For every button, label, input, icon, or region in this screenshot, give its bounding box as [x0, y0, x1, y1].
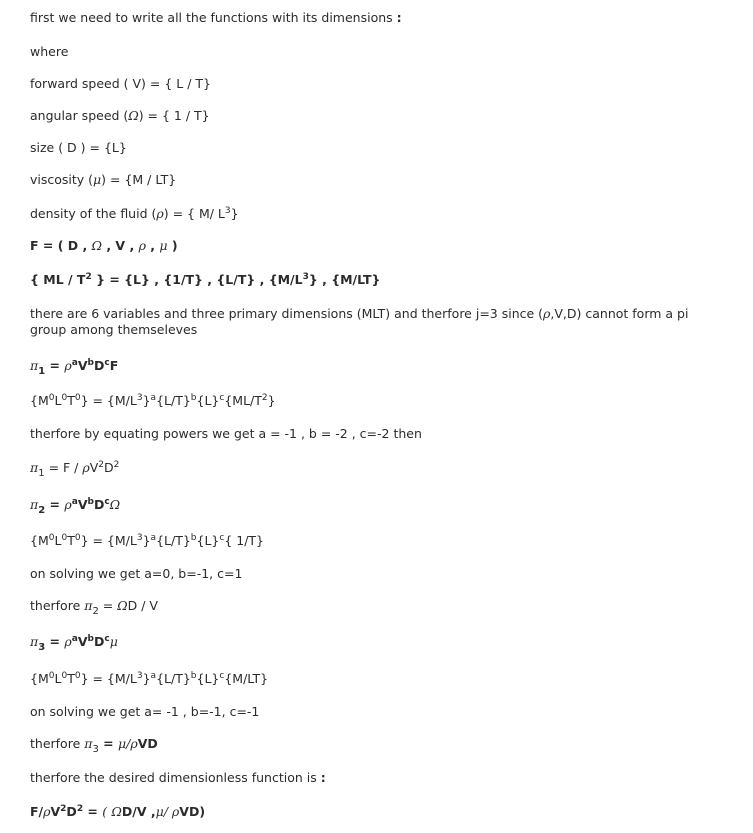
text-segment: :	[396, 10, 402, 25]
text-segment: T	[67, 533, 75, 548]
pi1-result	[30, 460, 120, 479]
text-segment: } = {L} , {1/T} , {L/T} , {M/L	[91, 272, 303, 287]
superscript: b	[190, 393, 197, 403]
greek-symbol: ρ	[64, 634, 72, 649]
text-segment: T	[67, 671, 75, 686]
text-segment: on solving we get a= -1 , b=-1, c=-1	[30, 704, 260, 719]
greek-symbol: π	[84, 736, 93, 751]
superscript: b	[190, 671, 197, 681]
superscript: c	[219, 533, 225, 543]
superscript: 2	[76, 804, 84, 814]
text-segment: }	[142, 393, 151, 408]
forward-speed-line	[30, 76, 211, 92]
text-segment: ) = { M/ L	[163, 206, 225, 221]
subscript: 2	[92, 606, 99, 617]
text-segment: , V ,	[101, 238, 139, 253]
size-line	[30, 140, 127, 156]
greek-symbol: ρ	[82, 460, 90, 475]
superscript: c	[219, 671, 225, 681]
text-segment: :	[320, 770, 326, 785]
pi2-result	[30, 598, 158, 617]
text-segment: V	[89, 460, 99, 475]
text-segment: F = ( D ,	[30, 238, 92, 253]
text-segment: D / V	[127, 598, 158, 613]
text-segment: { ML / T	[30, 272, 86, 287]
text-segment: } , {M/LT}	[308, 272, 381, 287]
superscript: b	[190, 533, 197, 543]
where-line	[30, 44, 68, 60]
greek-symbol: μ	[155, 804, 164, 819]
greek-symbol: ρ	[543, 306, 551, 321]
text-segment: size ( D ) = {L}	[30, 140, 127, 155]
text-segment: first we need to write all the functions with its dimensions	[30, 10, 397, 25]
text-segment: L	[54, 671, 62, 686]
greek-symbol: Ω	[117, 598, 128, 613]
pi1-definition	[30, 358, 119, 377]
pi2-dimension-equation	[30, 533, 264, 549]
greek-symbol: π	[30, 497, 39, 512]
superscript: 0	[74, 533, 81, 543]
superscript: c	[104, 497, 110, 507]
greek-symbol: μ	[93, 172, 102, 187]
text-segment: }	[142, 533, 151, 548]
subscript: 3	[92, 744, 99, 755]
text-segment: ,V,D) cannot form a pi group among themseleves	[30, 306, 689, 337]
superscript: a	[150, 533, 157, 543]
greek-symbol: ρ	[171, 804, 180, 819]
superscript: a	[71, 497, 78, 507]
pi3-dimension-equation	[30, 671, 268, 687]
text-segment: )	[167, 238, 178, 253]
text-segment: F	[109, 358, 119, 373]
text-segment: {M	[30, 393, 49, 408]
text-segment: V	[77, 634, 88, 649]
text-segment: VD)	[179, 804, 206, 819]
text-segment: =	[98, 736, 119, 751]
final-function-equation	[30, 804, 205, 820]
superscript: 0	[48, 671, 55, 681]
greek-symbol: /	[163, 804, 172, 819]
superscript: 3	[302, 272, 309, 282]
greek-symbol: π	[30, 634, 39, 649]
greek-symbol: Ω	[111, 804, 122, 819]
superscript: 2	[60, 804, 67, 814]
text-segment: D	[93, 358, 105, 373]
text-segment: where	[30, 44, 69, 59]
text-segment: V	[77, 358, 88, 373]
text-segment: D	[93, 634, 105, 649]
text-segment: therfore the desired dimensionless function is	[30, 770, 321, 785]
text-segment: D	[104, 460, 114, 475]
text-segment: L	[54, 533, 62, 548]
text-segment: L	[54, 393, 62, 408]
greek-symbol: ρ	[156, 206, 164, 221]
greek-symbol: Ω	[91, 238, 102, 253]
greek-symbol: (	[102, 804, 108, 819]
greek-symbol: π	[30, 460, 39, 475]
subscript: 1	[38, 366, 46, 377]
superscript: b	[87, 634, 94, 644]
text-segment: therfore	[30, 598, 85, 613]
greek-symbol: ρ	[138, 238, 146, 253]
dimensions-equation	[30, 272, 380, 288]
text-segment: =	[45, 634, 65, 649]
text-segment: on solving we get a=0, b=-1, c=1	[30, 566, 243, 581]
superscript: 2	[98, 460, 105, 470]
text-segment: V	[77, 497, 88, 512]
superscript: 0	[48, 533, 55, 543]
text-segment: =	[45, 497, 65, 512]
text-segment: {L/T}	[156, 393, 191, 408]
text-segment: {L/T}	[156, 533, 191, 548]
subscript: 2	[38, 505, 46, 516]
text-segment: ) = {M / LT}	[101, 172, 177, 187]
superscript: c	[104, 358, 110, 368]
superscript: c	[104, 634, 110, 644]
text-segment: {L}	[196, 393, 220, 408]
superscript: 0	[74, 671, 81, 681]
superscript: a	[71, 358, 78, 368]
text-segment: viscosity (	[30, 172, 94, 187]
conclusion-line	[30, 770, 326, 786]
text-segment: angular speed (	[30, 108, 129, 123]
superscript: a	[150, 393, 157, 403]
greek-symbol: ρ	[130, 736, 138, 751]
superscript: 0	[48, 393, 55, 403]
text-segment: density of the fluid (	[30, 206, 157, 221]
function-equation	[30, 238, 178, 254]
text-segment: therfore by equating powers we get a = -1 , b = -2 , c=-2 then	[30, 426, 422, 441]
pi1-dimension-equation	[30, 393, 276, 409]
superscript: 3	[136, 393, 143, 403]
text-segment: {M	[30, 671, 49, 686]
text-segment: therfore	[30, 736, 85, 751]
greek-symbol: π	[30, 358, 39, 373]
superscript: c	[219, 393, 225, 403]
text-segment: {L/T}	[156, 671, 191, 686]
intro-line	[30, 10, 402, 26]
text-segment: ) = { 1 / T}	[138, 108, 210, 123]
text-segment: D	[66, 804, 77, 819]
superscript: 3	[136, 671, 143, 681]
viscosity-line	[30, 172, 176, 188]
text-segment: D/V ,	[121, 804, 156, 819]
greek-symbol: Ω	[109, 497, 121, 512]
text-segment: forward speed ( V) = { L / T}	[30, 76, 211, 91]
pi3-definition	[30, 634, 118, 653]
text-segment: {M	[30, 533, 49, 548]
superscript: 2	[113, 460, 120, 470]
text-segment: ,	[145, 238, 160, 253]
superscript: 2	[85, 272, 92, 282]
greek-symbol: ρ	[64, 497, 72, 512]
text-segment: there are 6 variables and three primary dimensions (MLT) and therfore j=3 since (	[30, 306, 544, 321]
greek-symbol: π	[84, 598, 93, 613]
text-segment: {ML/T	[224, 393, 262, 408]
greek-symbol: /	[126, 736, 131, 751]
angular-speed-line	[30, 108, 210, 124]
text-segment: T	[67, 393, 75, 408]
pi2-solving-line	[30, 566, 242, 582]
subscript: 1	[38, 468, 45, 479]
text-segment: = F /	[44, 460, 83, 475]
text-segment: {L}	[196, 533, 220, 548]
pi3-result	[30, 736, 158, 755]
greek-symbol: Ω	[128, 108, 139, 123]
text-segment: { 1/T}	[224, 533, 265, 548]
greek-symbol: μ	[109, 634, 118, 649]
text-segment: =	[83, 804, 103, 819]
text-segment: } = {M/L	[80, 533, 137, 548]
text-segment: } = {M/L	[80, 671, 137, 686]
superscript: a	[71, 634, 78, 644]
greek-symbol: μ	[159, 238, 168, 253]
text-segment: }	[267, 393, 276, 408]
subscript: 3	[38, 642, 46, 653]
superscript: 0	[74, 393, 81, 403]
superscript: 0	[61, 671, 68, 681]
text-segment: D	[93, 497, 105, 512]
superscript: b	[87, 358, 94, 368]
text-segment: }	[142, 671, 151, 686]
variables-paragraph	[30, 306, 720, 338]
pi2-definition	[30, 497, 121, 516]
superscript: b	[87, 497, 94, 507]
greek-symbol: ρ	[43, 804, 51, 819]
text-segment: }	[230, 206, 239, 221]
text-segment: =	[98, 598, 118, 613]
superscript: 3	[224, 206, 231, 216]
superscript: a	[150, 671, 157, 681]
pi3-solving-line	[30, 704, 259, 720]
text-segment: =	[45, 358, 65, 373]
superscript: 2	[261, 393, 268, 403]
superscript: 3	[136, 533, 143, 543]
greek-symbol: ρ	[64, 358, 72, 373]
text-segment: {M/LT}	[224, 671, 269, 686]
text-segment: VD	[137, 736, 158, 751]
pi1-powers-line	[30, 426, 422, 442]
superscript: 0	[61, 533, 68, 543]
text-segment: F/	[30, 804, 44, 819]
text-segment: V	[50, 804, 61, 819]
greek-symbol: μ	[118, 736, 127, 751]
text-segment: {L}	[196, 671, 220, 686]
text-segment: } = {M/L	[80, 393, 137, 408]
density-line	[30, 206, 239, 222]
superscript: 0	[61, 393, 68, 403]
